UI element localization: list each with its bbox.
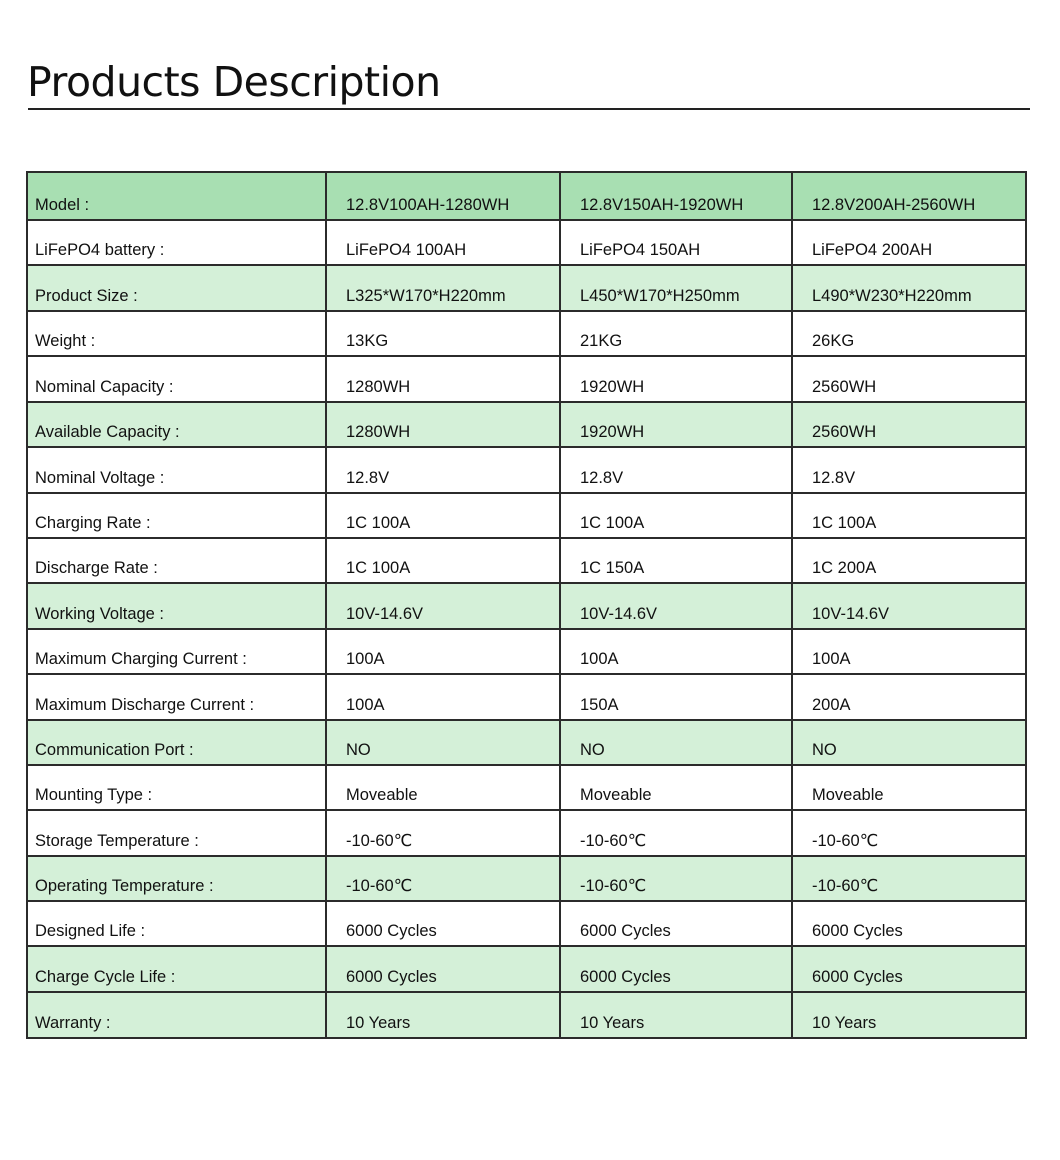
spec-value: 10V-14.6V [792, 583, 1026, 629]
spec-value: 10 Years [560, 992, 792, 1038]
spec-value: 1C 100A [326, 493, 560, 538]
spec-value: 1C 200A [792, 538, 1026, 583]
spec-value: LiFePO4 150AH [560, 220, 792, 265]
spec-value: 10V-14.6V [326, 583, 560, 629]
spec-value: NO [326, 720, 560, 765]
spec-label: Product Size : [27, 265, 326, 311]
spec-row [27, 765, 1026, 810]
spec-row [27, 265, 1026, 311]
spec-label: Available Capacity : [27, 402, 326, 447]
spec-row [27, 992, 1026, 1038]
spec-table-body [27, 172, 1026, 1038]
spec-value: L490*W230*H220mm [792, 265, 1026, 311]
spec-value: 6000 Cycles [560, 946, 792, 992]
spec-value: 13KG [326, 311, 560, 356]
spec-label: Nominal Capacity : [27, 356, 326, 402]
spec-value: 26KG [792, 311, 1026, 356]
spec-value: 12.8V [560, 447, 792, 493]
spec-value: -10-60℃ [326, 856, 560, 901]
spec-label: Operating Temperature : [27, 856, 326, 901]
page-title: Products Description [27, 58, 441, 106]
spec-label: LiFePO4 battery : [27, 220, 326, 265]
spec-value: 10 Years [326, 992, 560, 1038]
spec-value: 12.8V100AH-1280WH [326, 172, 560, 220]
spec-value: -10-60℃ [560, 810, 792, 856]
spec-row [27, 946, 1026, 992]
spec-row [27, 538, 1026, 583]
spec-value: 12.8V [792, 447, 1026, 493]
spec-label: Charging Rate : [27, 493, 326, 538]
spec-value: 2560WH [792, 356, 1026, 402]
spec-value: 100A [792, 629, 1026, 674]
spec-table [26, 171, 1027, 1039]
spec-value: -10-60℃ [326, 810, 560, 856]
spec-label: Model : [27, 172, 326, 220]
spec-value: -10-60℃ [560, 856, 792, 901]
spec-label: Nominal Voltage : [27, 447, 326, 493]
spec-row [27, 402, 1026, 447]
spec-value: 6000 Cycles [792, 946, 1026, 992]
spec-value: 100A [326, 629, 560, 674]
spec-value: Moveable [326, 765, 560, 810]
spec-row [27, 856, 1026, 901]
title-divider [28, 108, 1030, 110]
spec-value: 1920WH [560, 356, 792, 402]
spec-label: Maximum Discharge Current : [27, 674, 326, 720]
spec-row [27, 810, 1026, 856]
spec-row [27, 901, 1026, 946]
spec-row [27, 447, 1026, 493]
spec-label: Mounting Type : [27, 765, 326, 810]
spec-label: Communication Port : [27, 720, 326, 765]
spec-value: -10-60℃ [792, 810, 1026, 856]
spec-row [27, 674, 1026, 720]
spec-value: 1C 100A [326, 538, 560, 583]
spec-value: 1280WH [326, 356, 560, 402]
spec-value: 12.8V150AH-1920WH [560, 172, 792, 220]
spec-label: Storage Temperature : [27, 810, 326, 856]
spec-row [27, 493, 1026, 538]
spec-row [27, 172, 1026, 220]
spec-value: LiFePO4 200AH [792, 220, 1026, 265]
spec-value: 1C 150A [560, 538, 792, 583]
spec-value: LiFePO4 100AH [326, 220, 560, 265]
spec-value: 21KG [560, 311, 792, 356]
spec-value: 150A [560, 674, 792, 720]
spec-value: 12.8V200AH-2560WH [792, 172, 1026, 220]
spec-value: 200A [792, 674, 1026, 720]
spec-label: Weight : [27, 311, 326, 356]
spec-value: 6000 Cycles [326, 946, 560, 992]
spec-value: 1C 100A [792, 493, 1026, 538]
spec-row [27, 720, 1026, 765]
spec-label: Discharge Rate : [27, 538, 326, 583]
spec-value: 6000 Cycles [560, 901, 792, 946]
spec-value: 2560WH [792, 402, 1026, 447]
spec-value: 6000 Cycles [792, 901, 1026, 946]
spec-value: 1C 100A [560, 493, 792, 538]
spec-value: Moveable [792, 765, 1026, 810]
spec-value: 10V-14.6V [560, 583, 792, 629]
spec-row [27, 220, 1026, 265]
spec-row [27, 356, 1026, 402]
spec-value: NO [560, 720, 792, 765]
spec-label: Maximum Charging Current : [27, 629, 326, 674]
spec-label: Warranty : [27, 992, 326, 1038]
spec-value: 12.8V [326, 447, 560, 493]
spec-value: NO [792, 720, 1026, 765]
spec-row [27, 311, 1026, 356]
spec-value: 1280WH [326, 402, 560, 447]
spec-label: Charge Cycle Life : [27, 946, 326, 992]
spec-value: Moveable [560, 765, 792, 810]
spec-value: 100A [326, 674, 560, 720]
spec-row [27, 629, 1026, 674]
spec-value: 1920WH [560, 402, 792, 447]
spec-value: -10-60℃ [792, 856, 1026, 901]
spec-value: 6000 Cycles [326, 901, 560, 946]
spec-value: L450*W170*H250mm [560, 265, 792, 311]
spec-value: 100A [560, 629, 792, 674]
spec-value: 10 Years [792, 992, 1026, 1038]
spec-value: L325*W170*H220mm [326, 265, 560, 311]
spec-label: Designed Life : [27, 901, 326, 946]
spec-label: Working Voltage : [27, 583, 326, 629]
spec-row [27, 583, 1026, 629]
